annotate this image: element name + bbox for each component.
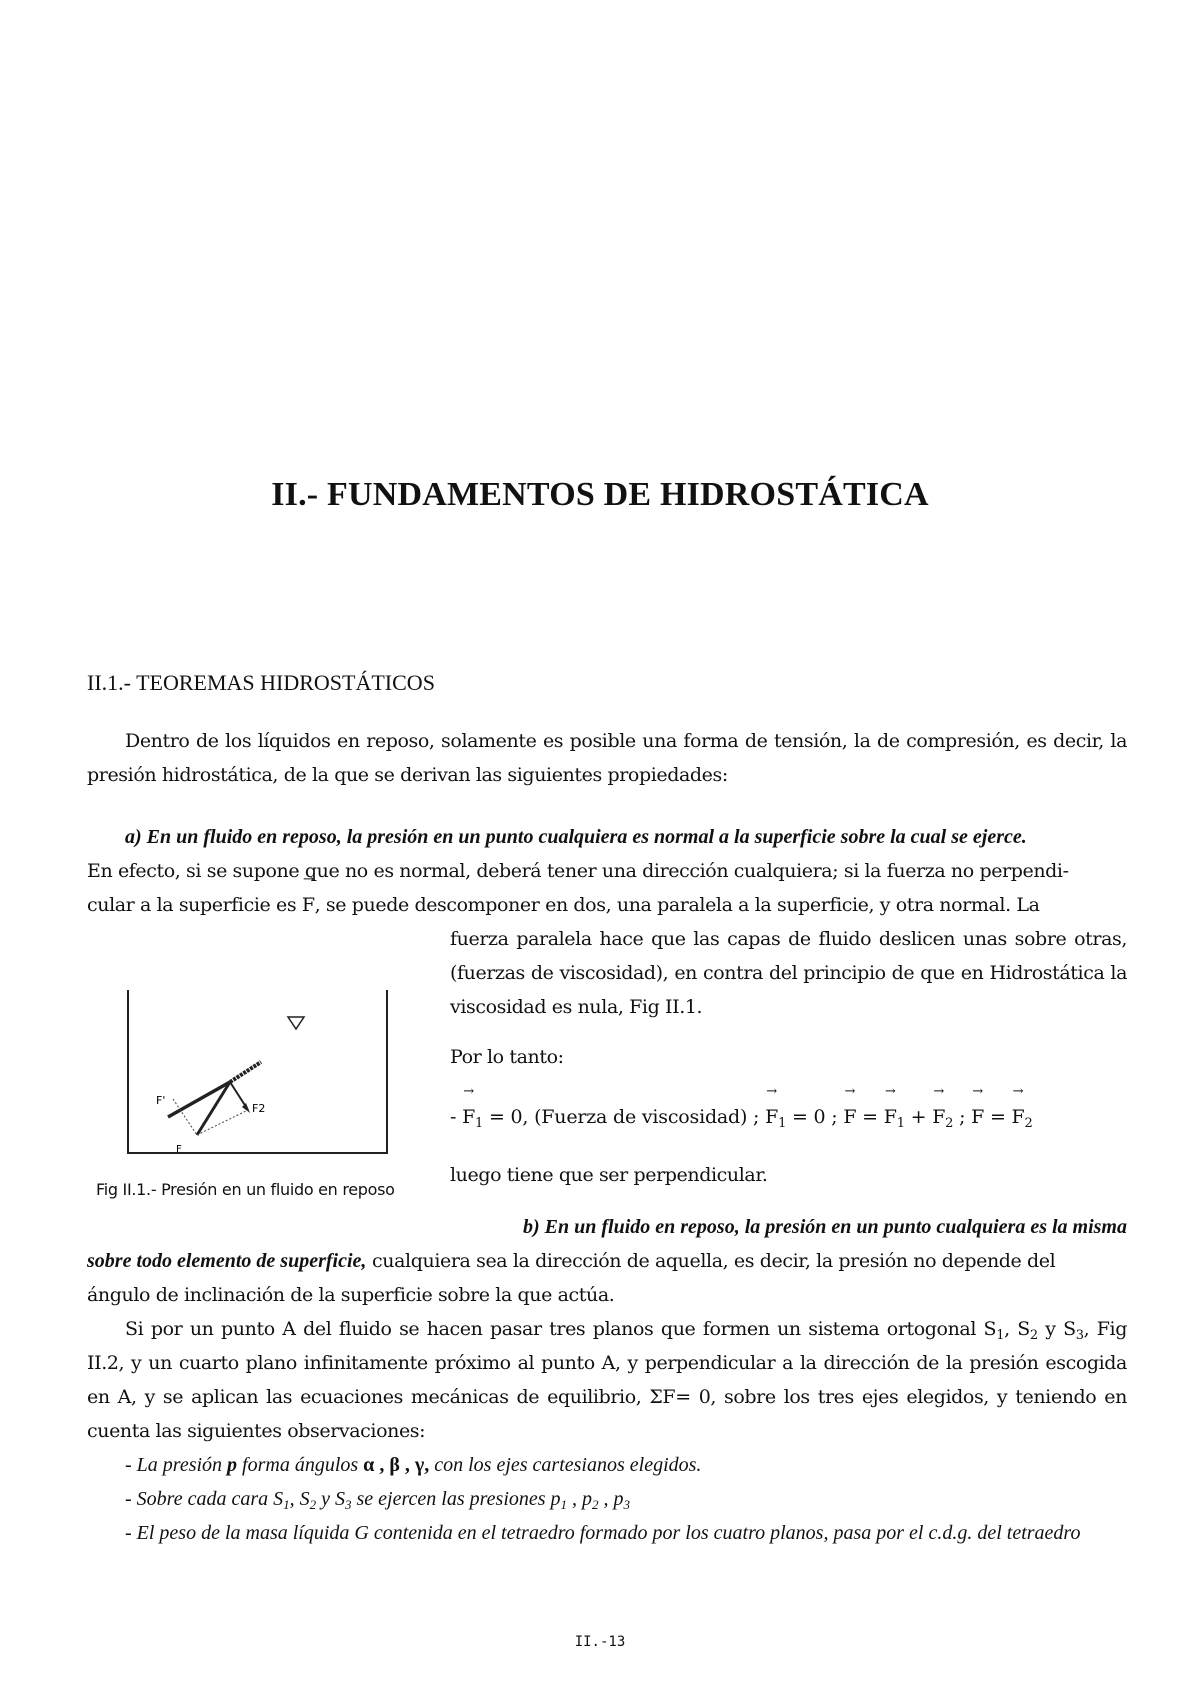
label-f2: F2	[252, 1102, 266, 1115]
obs2-sub-2: 2	[309, 1497, 317, 1512]
eq-f1b-vector: → F	[765, 1100, 778, 1134]
obs2-sub-1: 1	[283, 1497, 290, 1512]
eq-sub-1b: 1	[778, 1116, 787, 1131]
p2-text-d: , Fig II.2, y un cuarto plano infinitamente próximo al punto A, y perpendicular a la dirección de la presión escogida en A, y se aplican las ecuaciones mecánicas de equilibrio, ΣF= 0, sobre los tres ejes elegidos, y teniendo en cuenta las siguientes observaciones:	[87, 1318, 1127, 1442]
property-a-continued: fuerza paralela hace que las capas de fluido deslicen unas sobre otras, (fuerzas de viscosidad), en contra del principio de que en Hidrostática la viscosidad es nula, Fig II.1.	[450, 928, 1127, 1018]
surface-element-dashed	[230, 1062, 261, 1082]
p2-text-c: y S	[1037, 1318, 1076, 1340]
eq-plus: +	[904, 1106, 933, 1128]
obs2-text-f: , p	[598, 1488, 624, 1510]
luego-line: luego tiene que ser perpendicular.	[450, 1164, 768, 1186]
por-lo-tanto: Por lo tanto:	[450, 1046, 564, 1068]
eq-f1-vector: → F	[462, 1100, 475, 1134]
obs2-text-a: - Sobre cada cara S	[125, 1488, 284, 1510]
eq-sub-2: 2	[945, 1116, 954, 1131]
obs2-sub-p2: 2	[592, 1497, 599, 1512]
eq-sub-1c: 1	[896, 1116, 905, 1131]
obs1-text-c: con los ejes cartesianos elegidos.	[429, 1454, 702, 1476]
obs2-text-d: se ejercen las presiones p	[351, 1488, 561, 1510]
eq-semicolon: ;	[953, 1106, 972, 1128]
property-b-line3: ángulo de inclinación de la superficie sobre la que actúa.	[87, 1284, 615, 1306]
property-a-heading	[87, 820, 1127, 854]
property-b-text: cualquiera sea la dirección de aquella, es decir, la presión no depende del	[366, 1250, 1056, 1272]
p2-text-b: , S	[1004, 1318, 1030, 1340]
p2-sub-3: 3	[1075, 1328, 1084, 1343]
p2-sub-2: 2	[1029, 1328, 1038, 1343]
eq-sub-2b: 2	[1024, 1116, 1033, 1131]
eq-f2b-vector: → F	[1012, 1100, 1025, 1134]
obs2-text-b: , S	[289, 1488, 310, 1510]
property-a-line1: En efecto, si se supone que no es normal, deberá tener una dirección cualquiera; si la fuerza no perpendi-	[87, 860, 1069, 882]
obs2-sub-p1: 1	[560, 1497, 568, 1512]
intro-paragraph: Dentro de los líquidos en reposo, solamente es posible una forma de tensión, la de compresión, es decir, la presión hidrostática, de la que se derivan las siguientes propiedades:	[87, 730, 1127, 786]
section-heading: II.1.- TEOREMAS HIDROSTÁTICOS	[87, 670, 435, 695]
property-b-title: b) En un fluido en reposo, la presión en un punto cualquiera es la misma	[522, 1216, 1127, 1238]
label-f-prime: F'	[156, 1094, 166, 1107]
obs1-p: p	[227, 1454, 238, 1476]
eq-minus: -	[450, 1106, 463, 1128]
eq-viscosity: = 0, (Fuerza de viscosidad) ;	[483, 1106, 766, 1128]
p2-text-a: Si por un punto A del fluido se hacen pasar tres planos que formen un sistema ortogonal S	[125, 1318, 997, 1340]
container-outline	[128, 990, 387, 1153]
arrowhead-f2	[242, 1103, 250, 1113]
property-b-title-end: sobre todo elemento de superficie,	[87, 1250, 367, 1272]
obs2-text-c: y S	[316, 1488, 346, 1510]
vector-f: → F	[302, 888, 315, 922]
equation-line	[450, 1100, 1127, 1134]
eq-equals-b: =	[984, 1106, 1012, 1128]
obs2-text-e: , p	[567, 1488, 593, 1510]
line2-end: , se puede descomponer en dos, una paralela a la superficie, y otra normal. La	[314, 894, 1040, 916]
label-f: F	[176, 1144, 182, 1155]
property-a-title: a) En un fluido en reposo, la presión en un punto cualquiera es normal a la superficie sobre la cual se ejerce.	[125, 826, 1027, 848]
eq-f2-vector: → F	[932, 1100, 945, 1134]
line2-start: cular a la superficie es	[87, 894, 302, 916]
obs2-sub-p3: 3	[623, 1497, 631, 1512]
eq-zero: = 0 ;	[786, 1106, 844, 1128]
figure-caption: Fig II.1.- Presión en un fluido en reposo	[96, 1180, 395, 1199]
property-a-line2	[87, 888, 1127, 922]
obs1-greek: α , β , γ,	[363, 1454, 430, 1476]
page-title: II.- FUNDAMENTOS DE HIDROSTÁTICA	[271, 476, 929, 513]
p2-sub-1: 1	[996, 1328, 1005, 1343]
eq-f-vector: → F	[843, 1100, 856, 1134]
observation-1	[87, 1448, 1165, 1482]
obs2-sub-3: 3	[345, 1497, 352, 1512]
free-surface-icon	[288, 1017, 304, 1029]
page-number: II.-13	[574, 1634, 626, 1650]
observation-2	[87, 1482, 1165, 1516]
property-b-heading-line	[450, 1210, 1127, 1244]
eq-f1c-vector: → F	[884, 1100, 897, 1134]
property-b-line2	[87, 1244, 1127, 1278]
observation-3: - El peso de la masa líquida G contenida en el tetraedro formado por los cuatro planos, pasa por el c.d.g. del tetraedro	[125, 1522, 1081, 1544]
obs1-text-a: - La presión	[125, 1454, 228, 1476]
eq-sub-1: 1	[475, 1116, 484, 1131]
obs1-text-b: forma ángulos	[237, 1454, 364, 1476]
orthogonal-paragraph	[87, 1312, 1127, 1448]
eq-f-vector-b: → F	[971, 1100, 984, 1134]
eq-equals: =	[856, 1106, 884, 1128]
